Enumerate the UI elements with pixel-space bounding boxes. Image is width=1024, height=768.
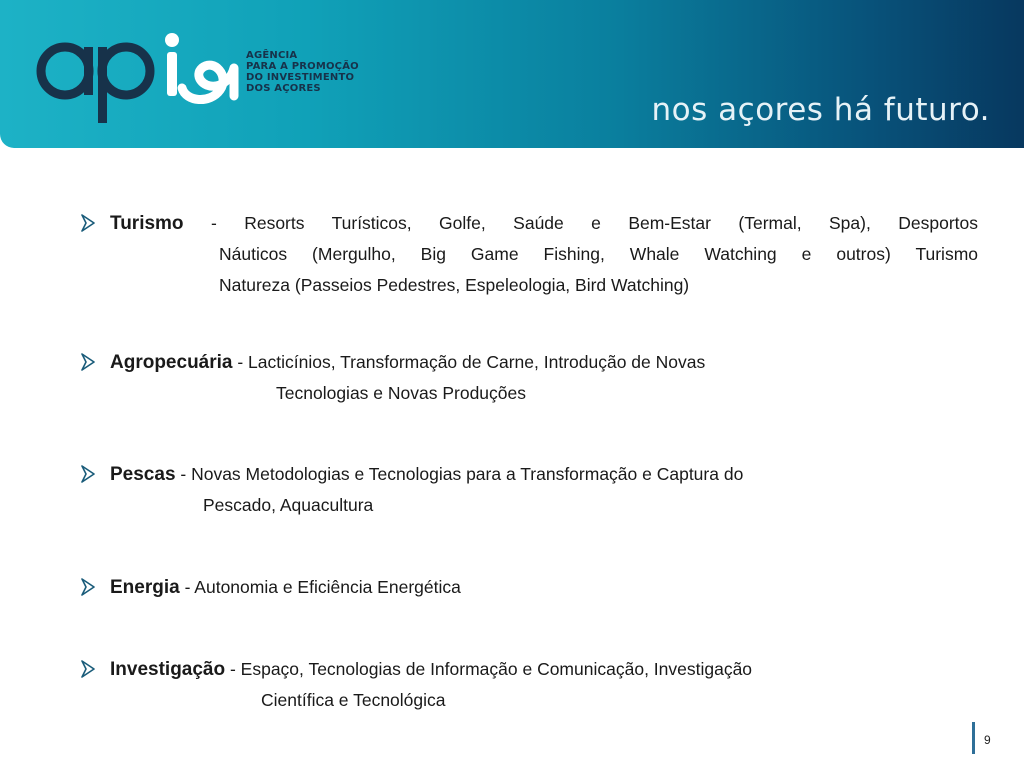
item-label: Pescas bbox=[110, 464, 176, 485]
header-banner bbox=[0, 0, 1024, 148]
arrow-bullet-icon bbox=[80, 214, 96, 232]
arrow-bullet-icon bbox=[80, 660, 96, 678]
arrow-bullet-icon bbox=[80, 353, 96, 371]
list-item-investigacao bbox=[80, 654, 978, 716]
item-text: - Resorts Turísticos, Golfe, Saúde e Bem-Estar (Termal, Spa), Desportos bbox=[210, 213, 978, 233]
item-text: - Lacticínios, Transformação de Carne, Introdução de Novas bbox=[237, 352, 706, 372]
item-line-2: Tecnologias e Novas Produções bbox=[276, 383, 527, 403]
item-label: Energia bbox=[110, 577, 180, 598]
item-line-3: Natureza (Passeios Pedestres, Espeleologia, Bird Watching) bbox=[219, 275, 690, 295]
arrow-bullet-icon bbox=[80, 465, 96, 483]
page-number: 9 bbox=[984, 733, 991, 747]
logo-line-2: PARA A PROMOÇÃO bbox=[246, 61, 359, 72]
logo-line-1: AGÊNCIA bbox=[246, 50, 298, 61]
list-item-turismo bbox=[80, 208, 978, 301]
item-line-2: Náuticos (Mergulho, Big Game Fishing, Whale Watching e outros) Turismo bbox=[219, 244, 978, 264]
item-text: - Autonomia e Eficiência Energética bbox=[184, 577, 461, 597]
arrow-bullet-icon bbox=[80, 578, 96, 596]
item-label: Agropecuária bbox=[110, 352, 233, 373]
item-line-1 bbox=[110, 347, 978, 378]
logo-text bbox=[246, 50, 359, 94]
item-line-1 bbox=[110, 459, 978, 490]
footer-divider bbox=[972, 722, 975, 754]
list-item-agropecuaria bbox=[80, 347, 978, 409]
item-label: Turismo bbox=[110, 213, 184, 234]
logo-line-4: DOS AÇORES bbox=[246, 83, 321, 94]
item-label: Investigação bbox=[110, 659, 226, 680]
list-item-pescas bbox=[80, 459, 978, 521]
tagline: nos açores há futuro. bbox=[651, 92, 990, 128]
item-text: - Espaço, Tecnologias de Informação e Comunicação, Investigação bbox=[229, 659, 753, 679]
item-line-1 bbox=[110, 654, 978, 685]
item-line-2: Pescado, Aquacultura bbox=[203, 495, 374, 515]
item-line-1 bbox=[110, 208, 978, 239]
item-text: - Novas Metodologias e Tecnologias para a Transformação e Captura do bbox=[180, 464, 744, 484]
api-logo-icon bbox=[34, 28, 244, 128]
item-line-2: Científica e Tecnológica bbox=[261, 690, 446, 710]
logo-line-3: DO INVESTIMENTO bbox=[246, 72, 355, 83]
item-line-1 bbox=[110, 572, 978, 603]
list-item-energia bbox=[80, 572, 978, 603]
